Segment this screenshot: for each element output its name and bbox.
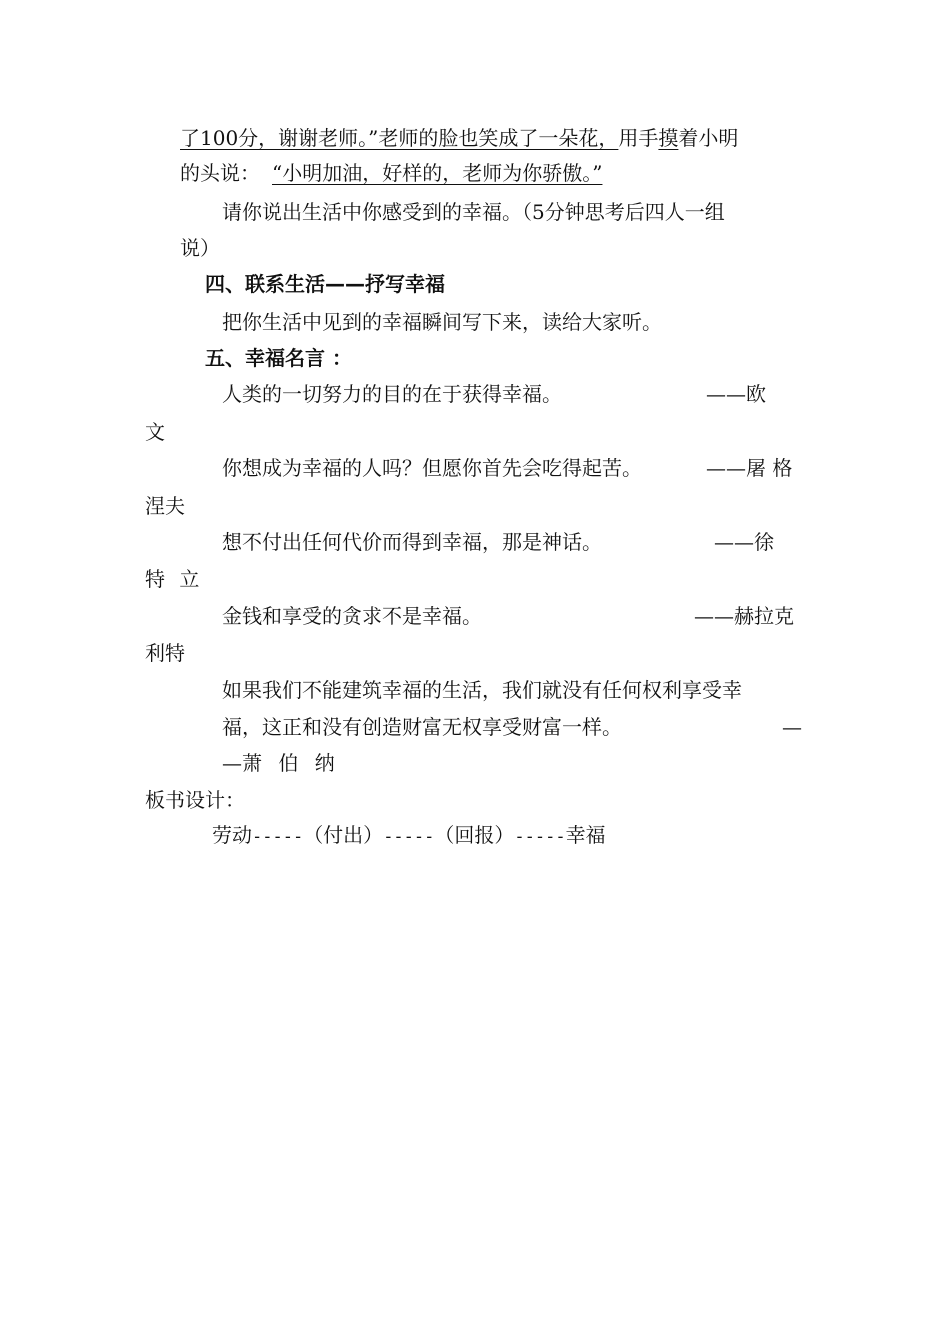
quote-5-text-line-2: 福，这正和没有创造财富无权享受财富一样。 — [222, 715, 622, 739]
board-flow-dash-1: ----- — [252, 827, 304, 847]
quote-5-text-line-1: 如果我们不能建筑幸福的生活，我们就没有任何权利享受幸 — [222, 678, 742, 702]
quote-1-author-wrap: 文 — [145, 420, 165, 444]
quote-2-text: 你想成为幸福的人吗？但愿你首先会吃得起苦。 — [222, 456, 642, 480]
prompt-line-1: 请你说出生活中你感受到的幸福。（5分钟思考后四人一组 — [222, 200, 725, 224]
board-flow-dash-3: ----- — [514, 827, 566, 847]
board-design-label: 板书设计： — [145, 788, 245, 812]
story-line-1-plain: 用手 — [618, 126, 659, 150]
story-line-1-underlined-char: 摸 — [658, 126, 679, 150]
quote-3-author-wrap: 特 立 — [145, 567, 200, 591]
story-line-1-plain-end: 着小明 — [678, 126, 739, 150]
story-line-2-lead: 的头说： — [180, 161, 260, 185]
board-flow-happiness: 幸福 — [565, 823, 606, 847]
story-line-1 — [180, 125, 738, 151]
quote-3-text: 想不付出任何代价而得到幸福，那是神话。 — [222, 530, 602, 554]
board-flow-pay: （付出） — [303, 823, 384, 847]
section-4-text: 把你生活中见到的幸福瞬间写下来，读给大家听。 — [222, 310, 662, 334]
quote-2-author: ——屠 格 — [706, 456, 793, 480]
quote-4-text: 金钱和享受的贪求不是幸福。 — [222, 604, 482, 628]
quote-4-author: ——赫拉克 — [694, 604, 794, 628]
section-4-heading: 四、联系生活——抒写幸福 — [205, 272, 445, 296]
board-design-flow — [212, 822, 606, 850]
board-flow-dash-2: ----- — [383, 827, 435, 847]
quote-4-author-wrap: 利特 — [145, 641, 185, 665]
quote-5-author: — — [782, 715, 802, 739]
board-flow-reward: （回报） — [434, 823, 515, 847]
quote-2-author-wrap: 涅夫 — [145, 494, 185, 518]
board-flow-labor: 劳动 — [212, 823, 252, 847]
quote-1-text: 人类的一切努力的目的在于获得幸福。 — [222, 382, 562, 406]
story-line-1-underlined: 了100分，谢谢老师。”老师的脸也笑成了一朵花， — [180, 126, 619, 150]
story-line-2 — [180, 160, 602, 186]
quote-1-author: ——欧 — [706, 382, 766, 406]
quote-5-author-wrap: —萧 伯 纳 — [222, 751, 335, 775]
prompt-line-2: 说） — [180, 236, 220, 260]
section-5-heading: 五、幸福名言 ： — [205, 346, 352, 370]
quote-3-author: ——徐 — [714, 530, 774, 554]
story-teacher-quote: “小明加油，好样的，老师为你骄傲。” — [272, 161, 603, 185]
